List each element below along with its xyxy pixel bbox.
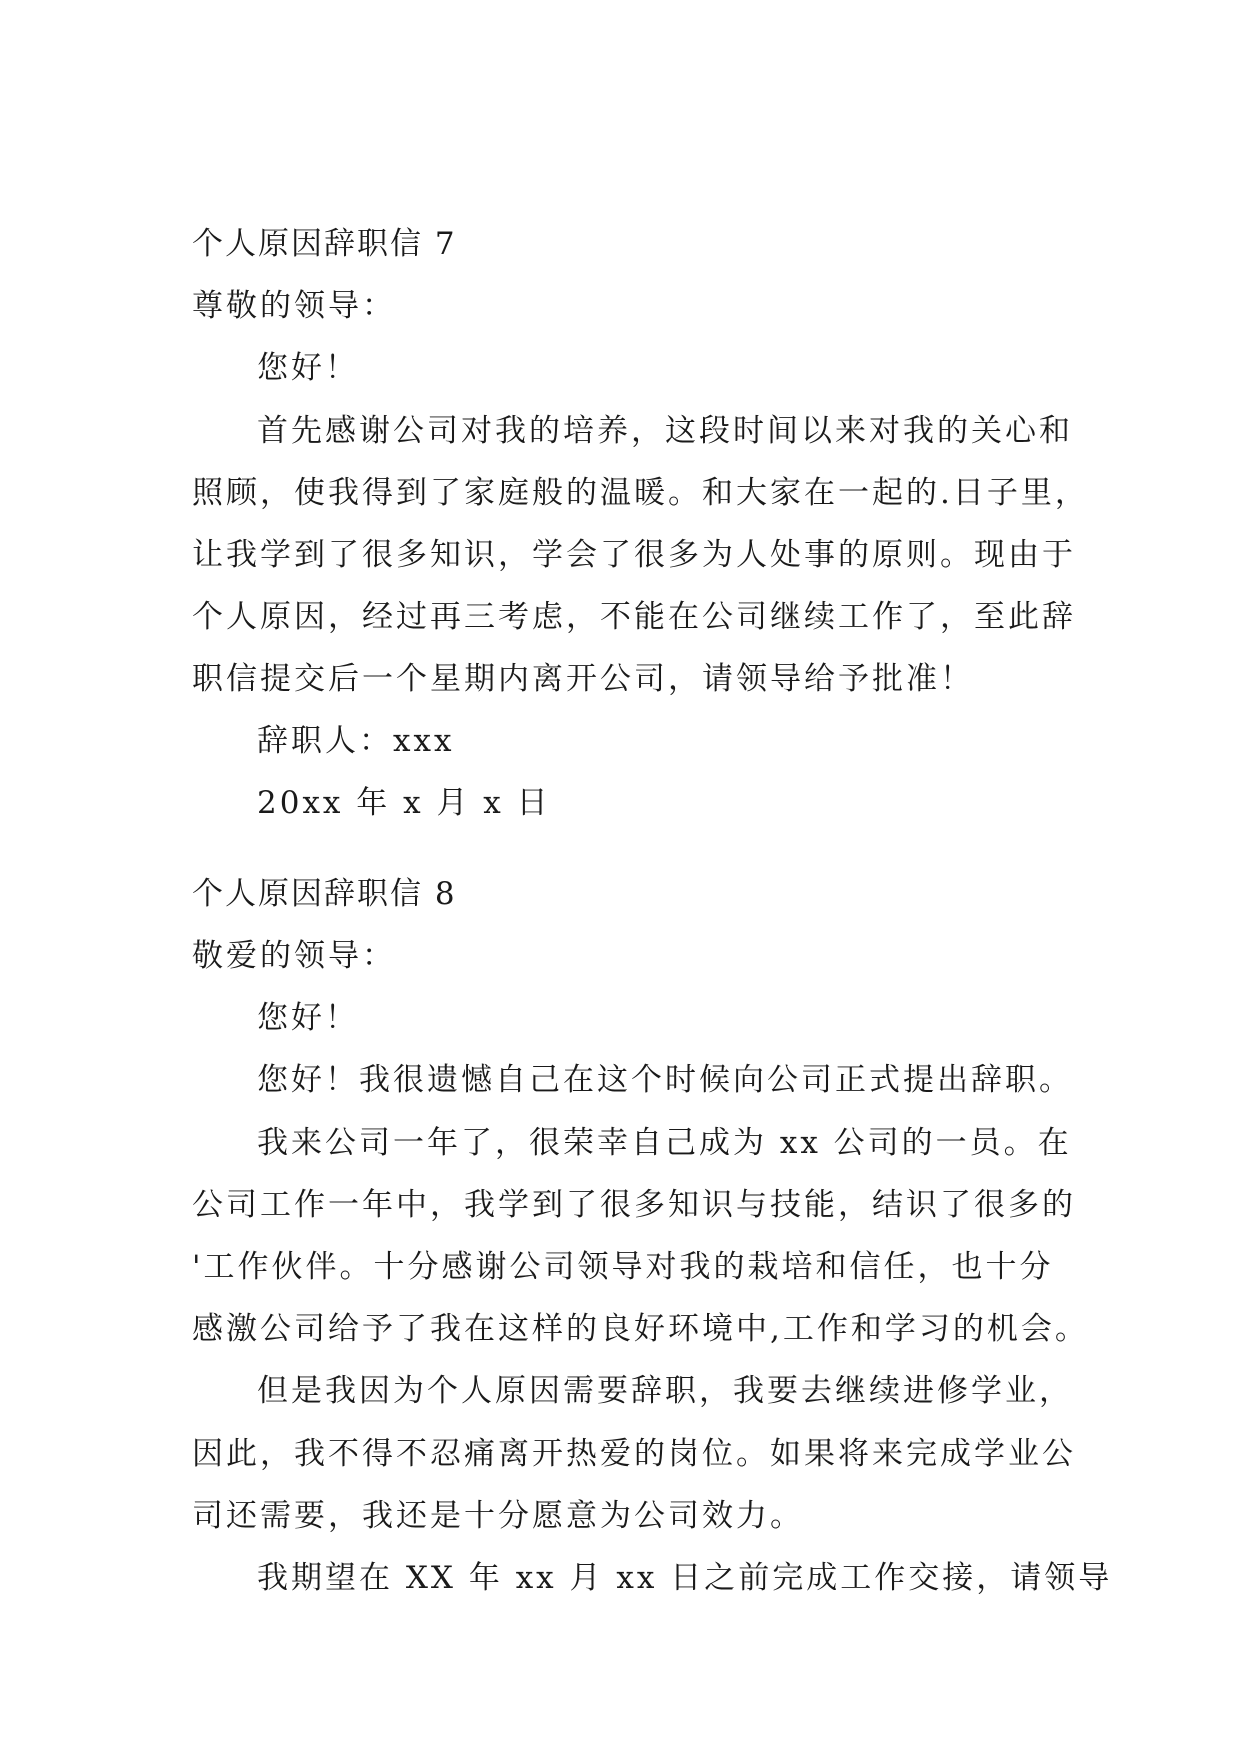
body-line: 照顾，使我得到了家庭般的温暖。和大家在一起的.日子里， [192,475,1089,511]
body-line: '工作伙伴。十分感谢公司领导对我的栽培和信任，也十分 [192,1249,1054,1285]
signer: 辞职人：xxx [257,723,455,759]
body-line: 我来公司一年了，很荣幸自己成为 xx 公司的一员。在 [257,1125,1072,1161]
greeting: 您好！ [257,1000,359,1036]
body-line: 感激公司给予了我在这样的良好环境中,工作和学习的机会。 [192,1311,1089,1347]
body-line: 公司工作一年中，我学到了很多知识与技能，结识了很多的 [192,1187,1076,1223]
body-line: 但是我因为个人原因需要辞职，我要去继续进修学业， [257,1373,1073,1409]
date: 20xx 年 x 月 x 日 [257,785,551,821]
body-line: 职信提交后一个星期内离开公司，请领导给予批准！ [192,661,974,697]
greeting: 您好！ [257,350,359,386]
body-line: 让我学到了很多知识，学会了很多为人处事的原则。现由于 [192,537,1076,573]
body-line: 司还需要，我还是十分愿意为公司效力。 [192,1498,804,1534]
body-line: 首先感谢公司对我的培养，这段时间以来对我的关心和 [257,413,1073,449]
body-line: 个人原因，经过再三考虑，不能在公司继续工作了，至此辞 [192,599,1076,635]
body-line: 您好！我很遗憾自己在这个时候向公司正式提出辞职。 [257,1062,1073,1098]
letter-title: 个人原因辞职信 8 [192,876,457,912]
body-line: 因此，我不得不忍痛离开热爱的岗位。如果将来完成学业公 [192,1436,1076,1472]
salutation: 尊敬的领导： [192,288,396,324]
letter-title: 个人原因辞职信 7 [192,226,457,262]
body-line: 我期望在 XX 年 xx 月 xx 日之前完成工作交接，请领导 [257,1560,1113,1596]
salutation: 敬爱的领导： [192,938,396,974]
